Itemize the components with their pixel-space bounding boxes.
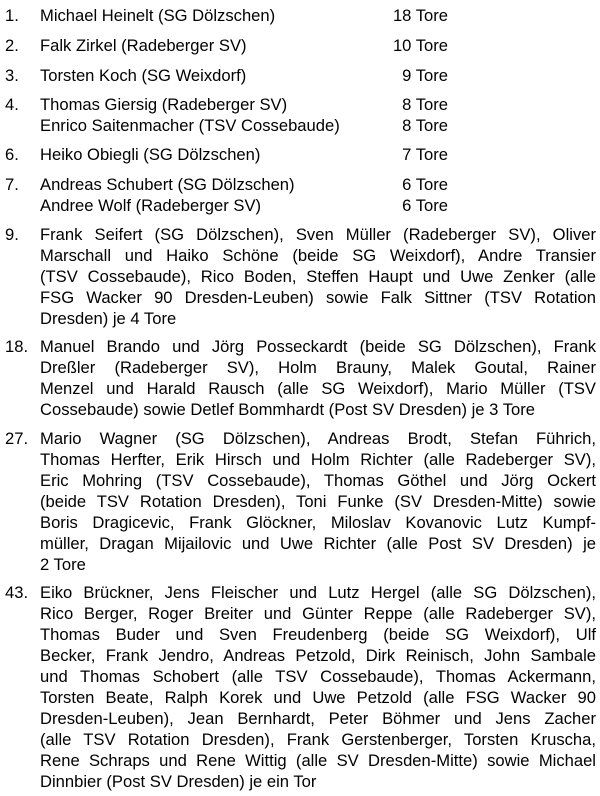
player-names	[40, 174, 380, 216]
paragraph-line: Thomas Buder und Sven Freudenberg (beide SG Weixdorf), Ulf	[40, 625, 596, 644]
paragraph-line: Frank Seifert (SG Dölzschen), Sven Müller (Radeberger SV), Oliver	[40, 225, 596, 244]
paragraph-line: Eric Mohring (TSV Cossebaude), Thomas Göthel und Jörg Ockert	[40, 471, 596, 490]
player-name: Andree Wolf (Radeberger SV)	[40, 196, 262, 215]
rank-number: 3.	[5, 66, 19, 85]
goal-count: 18 Tore	[392, 6, 448, 25]
player-name: Andreas Schubert (SG Dölzschen)	[40, 175, 295, 194]
rank-number: 9.	[5, 225, 19, 244]
rank-number: 18.	[5, 337, 29, 356]
paragraph-line: müller, Dragan Mijailovic und Uwe Richter (alle Post SV Dresden) je	[40, 534, 596, 553]
rank-number: 4.	[5, 95, 19, 114]
player-names	[40, 65, 380, 86]
goal-counts	[380, 5, 448, 26]
scorer-paragraph	[40, 224, 596, 329]
goal-count: 10 Tore	[392, 36, 448, 55]
rank-number: 7.	[5, 175, 19, 194]
rank-number: 43.	[5, 583, 29, 602]
goal-count: 8 Tore	[402, 95, 448, 114]
paragraph-line: Manuel Brando und Jörg Posseckardt (beide SG Dölzschen), Frank	[40, 337, 596, 356]
scorer-paragraph	[40, 582, 596, 792]
paragraph-line: Torsten Beate, Ralph Korek und Uwe Petzold (alle FSG Wacker 90	[40, 688, 596, 707]
player-names	[40, 5, 380, 26]
paragraph-line: Cossebaude) sowie Detlef Bommhardt (Post SV Dresden) je 3 Tore	[40, 400, 535, 419]
paragraph-line: (beide TSV Rotation Dresden), Toni Funke (SV Dresden-Mitte) sowie	[40, 492, 596, 511]
player-name: Michael Heinelt (SG Dölzschen)	[40, 6, 276, 25]
paragraph-line: Thomas Herfter, Erik Hirsch und Holm Richter (alle Radeberger SV),	[40, 450, 596, 469]
paragraph-line: Marschall und Haiko Schöne (beide SG Weixdorf), Andre Transier	[40, 246, 596, 265]
paragraph-line: Rico Berger, Roger Breiter und Günter Reppe (alle Radeberger SV),	[40, 604, 596, 623]
goal-count: 9 Tore	[402, 66, 448, 85]
paragraph-line: Dinnbier (Post SV Dresden) je ein Tor	[40, 772, 317, 791]
rank-number: 27.	[5, 429, 29, 448]
player-names	[40, 35, 380, 56]
scorer-paragraph	[40, 336, 596, 420]
goal-count: 8 Tore	[402, 116, 448, 135]
rank-number: 2.	[5, 36, 19, 55]
paragraph-line: Dresden) je 4 Tore	[40, 309, 177, 328]
goal-counts	[380, 144, 448, 165]
paragraph-line: FSG Wacker 90 Dresden-Leuben) sowie Falk Sittner (TSV Rotation	[40, 288, 596, 307]
paragraph-line: Rene Schraps und Rene Wittig (alle SV Dresden-Mitte) sowie Michael	[40, 751, 596, 770]
paragraph-line: Eiko Brückner, Jens Fleischer und Lutz Hergel (alle SG Dölzschen),	[40, 583, 596, 602]
goal-count: 7 Tore	[402, 145, 448, 164]
paragraph-line: Boris Dragicevic, Frank Glöckner, Miloslav Kovanovic Lutz Kumpf-	[40, 513, 596, 532]
goal-counts	[380, 174, 448, 216]
paragraph-line: Mario Wagner (SG Dölzschen), Andreas Brodt, Stefan Führich,	[40, 429, 596, 448]
player-name: Torsten Koch (SG Weixdorf)	[40, 66, 247, 85]
goal-counts	[380, 65, 448, 86]
player-name: Thomas Giersig (Radeberger SV)	[40, 95, 288, 114]
paragraph-line: 2 Tore	[40, 555, 86, 574]
paragraph-line: Becker, Frank Jendro, Andreas Petzold, Dirk Reinisch, John Sambale	[40, 646, 596, 665]
player-name: Heiko Obiegli (SG Dölzschen)	[40, 145, 261, 164]
paragraph-line: Dreßler (Radeberger SV), Holm Brauny, Malek Goutal, Rainer	[40, 358, 596, 377]
rank-number: 6.	[5, 145, 19, 164]
goal-count: 6 Tore	[402, 175, 448, 194]
paragraph-line: (alle TSV Rotation Dresden), Frank Gerstenberger, Torsten Kruscha,	[40, 730, 596, 749]
player-name: Falk Zirkel (Radeberger SV)	[40, 36, 247, 55]
paragraph-line: (TSV Cossebaude), Rico Boden, Steffen Haupt und Uwe Zenker (alle	[40, 267, 596, 286]
player-names	[40, 144, 380, 165]
player-name: Enrico Saitenmacher (TSV Cossebaude)	[40, 116, 340, 135]
scorer-paragraph	[40, 428, 596, 575]
goal-count: 6 Tore	[402, 196, 448, 215]
paragraph-line: Dresden-Leuben), Jean Bernhardt, Peter Böhmer und Jens Zacher	[40, 709, 596, 728]
rank-number: 1.	[5, 6, 19, 25]
player-names	[40, 94, 380, 136]
paragraph-line: Menzel und Harald Rausch (alle SG Weixdorf), Mario Müller (TSV	[40, 379, 596, 398]
paragraph-line: und Thomas Schobert (alle TSV Cossebaude), Thomas Ackermann,	[40, 667, 596, 686]
goal-counts	[380, 94, 448, 136]
goal-counts	[380, 35, 448, 56]
